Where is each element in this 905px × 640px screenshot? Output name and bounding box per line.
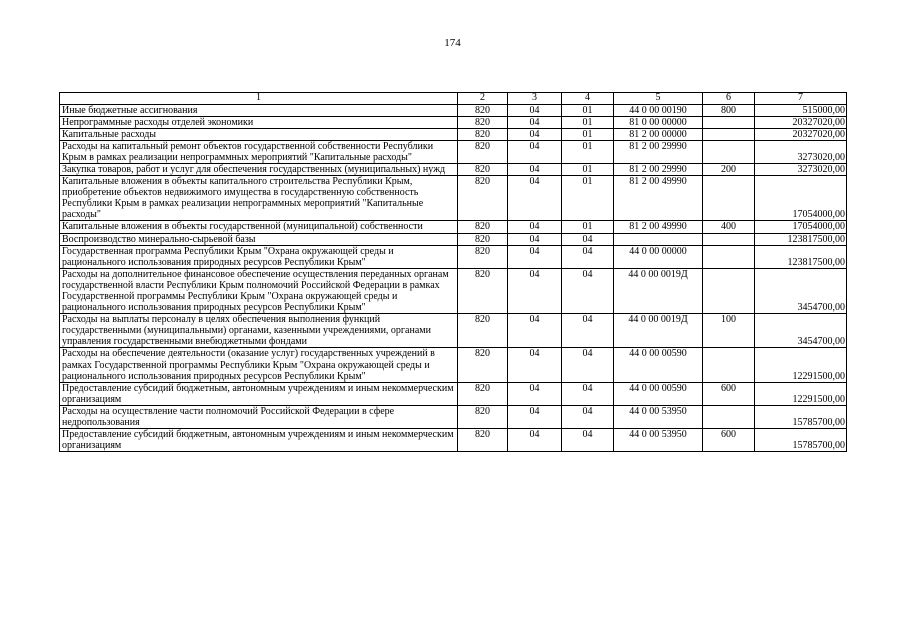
row-admin-code: 820 [458, 116, 508, 128]
row-admin-code: 820 [458, 163, 508, 175]
row-name: Капитальные расходы [60, 128, 458, 140]
header-row [60, 93, 847, 105]
table-row [60, 104, 847, 116]
row-subsection-code: 04 [562, 348, 614, 382]
header-cell-2: 2 [458, 93, 508, 105]
row-admin-code: 820 [458, 245, 508, 268]
table-row [60, 314, 847, 348]
header-cell-5: 5 [614, 93, 703, 105]
row-amount: 12291500,00 [755, 348, 847, 382]
row-amount: 15785700,00 [755, 405, 847, 428]
row-expense-type: 800 [703, 104, 755, 116]
row-admin-code: 820 [458, 268, 508, 313]
row-subsection-code: 01 [562, 140, 614, 163]
row-admin-code: 820 [458, 104, 508, 116]
header-cell-6: 6 [703, 93, 755, 105]
row-name: Иные бюджетные ассигнования [60, 104, 458, 116]
row-name: Предоставление субсидий бюджетным, автономным учреждениям и иным некоммерческим организациям [60, 429, 458, 452]
row-amount: 123817500,00 [755, 245, 847, 268]
table-row [60, 221, 847, 233]
header-cell-3: 3 [508, 93, 562, 105]
row-amount: 3454700,00 [755, 314, 847, 348]
row-admin-code: 820 [458, 314, 508, 348]
row-amount: 17054000,00 [755, 176, 847, 221]
row-name: Предоставление субсидий бюджетным, автономным учреждениям и иным некоммерческим организациям [60, 382, 458, 405]
row-subsection-code: 01 [562, 163, 614, 175]
budget-table [59, 92, 847, 452]
row-subsection-code: 04 [562, 268, 614, 313]
row-target-article: 44 0 00 0019Д [614, 268, 703, 313]
row-section-code: 04 [508, 314, 562, 348]
row-amount: 3454700,00 [755, 268, 847, 313]
row-section-code: 04 [508, 348, 562, 382]
row-subsection-code: 04 [562, 429, 614, 452]
row-admin-code: 820 [458, 221, 508, 233]
row-subsection-code: 04 [562, 233, 614, 245]
row-name: Капитальные вложения в объекты государственной (муниципальной) собственности [60, 221, 458, 233]
row-name: Непрограммные расходы отделей экономики [60, 116, 458, 128]
table-row [60, 382, 847, 405]
row-name: Расходы на дополнительное финансовое обеспечение осуществления переданных органам государственной власти Республики Крым полномочий Российской Федерации в рамках Государственной программы Республики Крым "Охрана окружающей среды и рационального использования природных ресурсов Республики Крым" [60, 268, 458, 313]
row-name: Расходы на выплаты персоналу в целях обеспечения выполнения функций государственными (муниципальными) органами, казенными учреждениями, органами управления государственными внебюджетными фондами [60, 314, 458, 348]
table-row [60, 163, 847, 175]
row-section-code: 04 [508, 104, 562, 116]
header-cell-1: 1 [60, 93, 458, 105]
row-target-article: 44 0 00 0019Д [614, 314, 703, 348]
row-target-article [614, 233, 703, 245]
row-name: Капитальные вложения в объекты капитального строительства Республики Крым, приобретение объектов недвижимого имущества в государственную собственность Республики Крым в рамках реализации непрограммных мероприятий "Капитальные расходы" [60, 176, 458, 221]
row-section-code: 04 [508, 268, 562, 313]
row-target-article: 81 0 00 00000 [614, 116, 703, 128]
page-number: 174 [444, 37, 461, 49]
row-name: Закупка товаров, работ и услуг для обеспечения государственных (муниципальных) нужд [60, 163, 458, 175]
row-amount: 17054000,00 [755, 221, 847, 233]
row-expense-type: 600 [703, 382, 755, 405]
row-admin-code: 820 [458, 233, 508, 245]
row-section-code: 04 [508, 382, 562, 405]
row-name: Государственная программа Республики Крым "Охрана окружающей среды и рационального использования природных ресурсов Республики Крым" [60, 245, 458, 268]
row-expense-type [703, 140, 755, 163]
row-amount: 3273020,00 [755, 163, 847, 175]
table-row [60, 245, 847, 268]
row-target-article: 44 0 00 53950 [614, 405, 703, 428]
row-expense-type [703, 128, 755, 140]
row-target-article: 81 2 00 00000 [614, 128, 703, 140]
row-admin-code: 820 [458, 429, 508, 452]
row-target-article: 44 0 00 00590 [614, 348, 703, 382]
row-section-code: 04 [508, 176, 562, 221]
row-subsection-code: 01 [562, 176, 614, 221]
row-name: Расходы на капитальный ремонт объектов государственной собственности Республики Крым в рамках реализации непрограммных мероприятий "Капитальные расходы" [60, 140, 458, 163]
row-expense-type [703, 176, 755, 221]
row-subsection-code: 01 [562, 221, 614, 233]
budget-table-body [60, 93, 847, 452]
row-expense-type [703, 233, 755, 245]
row-amount: 20327020,00 [755, 116, 847, 128]
table-row [60, 176, 847, 221]
row-admin-code: 820 [458, 176, 508, 221]
row-section-code: 04 [508, 128, 562, 140]
row-target-article: 44 0 00 53950 [614, 429, 703, 452]
table-row [60, 429, 847, 452]
row-target-article: 81 2 00 49990 [614, 176, 703, 221]
row-expense-type [703, 348, 755, 382]
row-expense-type [703, 268, 755, 313]
row-admin-code: 820 [458, 382, 508, 405]
row-target-article: 44 0 00 00190 [614, 104, 703, 116]
row-target-article: 81 2 00 29990 [614, 140, 703, 163]
row-subsection-code: 01 [562, 128, 614, 140]
table-row [60, 128, 847, 140]
row-expense-type: 600 [703, 429, 755, 452]
row-section-code: 04 [508, 245, 562, 268]
table-row [60, 140, 847, 163]
row-target-article: 44 0 00 00000 [614, 245, 703, 268]
table-row [60, 233, 847, 245]
row-subsection-code: 01 [562, 116, 614, 128]
row-section-code: 04 [508, 221, 562, 233]
row-amount: 20327020,00 [755, 128, 847, 140]
row-target-article: 44 0 00 00590 [614, 382, 703, 405]
row-expense-type: 400 [703, 221, 755, 233]
header-cell-4: 4 [562, 93, 614, 105]
row-expense-type [703, 405, 755, 428]
row-admin-code: 820 [458, 128, 508, 140]
row-subsection-code: 01 [562, 104, 614, 116]
row-subsection-code: 04 [562, 245, 614, 268]
row-section-code: 04 [508, 140, 562, 163]
row-subsection-code: 04 [562, 314, 614, 348]
row-target-article: 81 2 00 29990 [614, 163, 703, 175]
row-amount: 123817500,00 [755, 233, 847, 245]
header-cell-7: 7 [755, 93, 847, 105]
row-admin-code: 820 [458, 140, 508, 163]
table-row [60, 268, 847, 313]
row-section-code: 04 [508, 116, 562, 128]
row-section-code: 04 [508, 429, 562, 452]
row-subsection-code: 04 [562, 382, 614, 405]
row-expense-type: 100 [703, 314, 755, 348]
row-subsection-code: 04 [562, 405, 614, 428]
row-amount: 15785700,00 [755, 429, 847, 452]
table-row [60, 405, 847, 428]
row-section-code: 04 [508, 405, 562, 428]
row-section-code: 04 [508, 163, 562, 175]
row-amount: 3273020,00 [755, 140, 847, 163]
row-amount: 12291500,00 [755, 382, 847, 405]
row-amount: 515000,00 [755, 104, 847, 116]
row-expense-type [703, 245, 755, 268]
row-expense-type: 200 [703, 163, 755, 175]
row-admin-code: 820 [458, 405, 508, 428]
row-expense-type [703, 116, 755, 128]
table-row [60, 348, 847, 382]
row-admin-code: 820 [458, 348, 508, 382]
row-name: Воспроизводство минерально-сырьевой базы [60, 233, 458, 245]
table-row [60, 116, 847, 128]
row-target-article: 81 2 00 49990 [614, 221, 703, 233]
row-section-code: 04 [508, 233, 562, 245]
row-name: Расходы на осуществление части полномочий Российской Федерации в сфере недропользования [60, 405, 458, 428]
row-name: Расходы на обеспечение деятельности (оказание услуг) государственных учреждений в рамках Государственной программы Республики Крым "Охрана окружающей среды и рационального использования природных ресурсов Республики Крым" [60, 348, 458, 382]
